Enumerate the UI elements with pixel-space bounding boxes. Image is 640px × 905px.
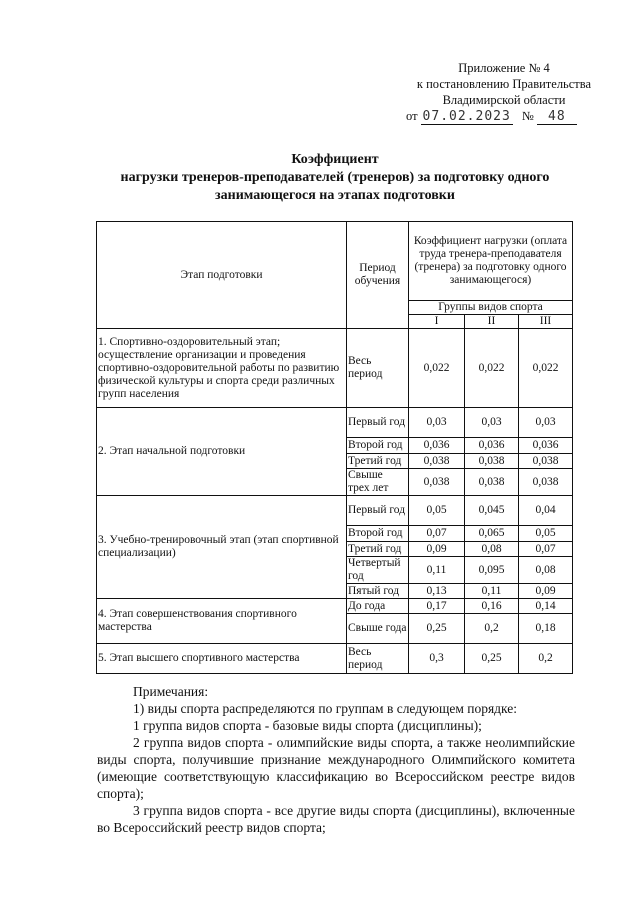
group-2-value-cell: 0,16 bbox=[465, 599, 519, 614]
date-prefix: от bbox=[406, 109, 418, 123]
header-group-3: III bbox=[519, 315, 573, 329]
header-group-2: II bbox=[465, 315, 519, 329]
number-prefix: № bbox=[521, 109, 534, 123]
group-2-value-cell: 0,095 bbox=[465, 557, 519, 584]
group-3-value-cell: 0,05 bbox=[519, 526, 573, 542]
group-1-value-cell: 0,022 bbox=[409, 329, 465, 408]
coefficient-table bbox=[96, 221, 573, 674]
group-1-value-cell: 0,03 bbox=[409, 408, 465, 438]
note-item: 1 группа видов спорта - базовые виды спорта (дисциплины); bbox=[133, 718, 482, 733]
title-line-2: нагрузки тренеров-преподавателей (тренеров) за подготовку одного bbox=[120, 170, 550, 185]
group-3-value-cell: 0,18 bbox=[519, 614, 573, 644]
table-row bbox=[97, 329, 573, 408]
note-item: 3 группа видов спорта - все другие виды спорта (дисциплины), включенные во Всероссийский реестр видов спорта; bbox=[97, 803, 575, 835]
period-cell: Свыше года bbox=[347, 614, 409, 644]
group-1-value-cell: 0,09 bbox=[409, 542, 465, 557]
period-cell: Третий год bbox=[347, 542, 409, 557]
note-item: 1) виды спорта распределяются по группам в следующем порядке: bbox=[133, 701, 518, 716]
group-3-value-cell: 0,036 bbox=[519, 438, 573, 454]
table-body bbox=[97, 222, 573, 674]
group-1-value-cell: 0,13 bbox=[409, 584, 465, 599]
period-cell: Четвертый год bbox=[347, 557, 409, 584]
table-row bbox=[97, 644, 573, 674]
group-2-value-cell: 0,022 bbox=[465, 329, 519, 408]
stage-name-cell: 5. Этап высшего спортивного мастерства bbox=[97, 644, 347, 674]
group-1-value-cell: 0,25 bbox=[409, 614, 465, 644]
appendix-title: Приложение № 4 bbox=[458, 61, 550, 75]
stage-name-cell: 2. Этап начальной подготовки bbox=[97, 408, 347, 496]
header-groups: Группы видов спорта bbox=[409, 301, 573, 315]
period-cell: Весь период bbox=[347, 329, 409, 408]
period-cell: Второй год bbox=[347, 526, 409, 542]
group-3-value-cell: 0,08 bbox=[519, 557, 573, 584]
header-group-1: I bbox=[409, 315, 465, 329]
header-stage: Этап подготовки bbox=[97, 222, 347, 329]
group-3-value-cell: 0,07 bbox=[519, 542, 573, 557]
header-row bbox=[97, 222, 573, 301]
number-value: 48 bbox=[537, 110, 577, 125]
group-1-value-cell: 0,17 bbox=[409, 599, 465, 614]
date-value: 07.02.2023 bbox=[422, 109, 511, 124]
group-1-value-cell: 0,036 bbox=[409, 438, 465, 454]
group-2-value-cell: 0,2 bbox=[465, 614, 519, 644]
document-title bbox=[95, 151, 575, 205]
appendix-region: Владимирской области bbox=[442, 93, 566, 107]
appendix-resolution: к постановлению Правительства bbox=[416, 77, 592, 91]
period-cell: Весь период bbox=[347, 644, 409, 674]
group-2-value-cell: 0,11 bbox=[465, 584, 519, 599]
group-3-value-cell: 0,04 bbox=[519, 496, 573, 526]
group-1-value-cell: 0,038 bbox=[409, 454, 465, 469]
group-1-value-cell: 0,05 bbox=[409, 496, 465, 526]
period-cell: Первый год bbox=[347, 496, 409, 526]
table-row bbox=[97, 496, 573, 526]
group-2-value-cell: 0,038 bbox=[465, 454, 519, 469]
group-2-value-cell: 0,03 bbox=[465, 408, 519, 438]
header-coefficient: Коэффициент нагрузки (оплата труда тренера-преподавателя (тренера) за подготовку одного занимающегося) bbox=[409, 222, 573, 301]
group-2-value-cell: 0,036 bbox=[465, 438, 519, 454]
group-2-value-cell: 0,25 bbox=[465, 644, 519, 674]
period-cell: Третий год bbox=[347, 454, 409, 469]
group-3-value-cell: 0,09 bbox=[519, 584, 573, 599]
group-1-value-cell: 0,038 bbox=[409, 469, 465, 496]
period-cell: Первый год bbox=[347, 408, 409, 438]
group-3-value-cell: 0,038 bbox=[519, 454, 573, 469]
table-row bbox=[97, 408, 573, 438]
group-3-value-cell: 0,038 bbox=[519, 469, 573, 496]
group-3-value-cell: 0,022 bbox=[519, 329, 573, 408]
notes-heading: Примечания: bbox=[133, 684, 209, 699]
period-cell: До года bbox=[347, 599, 409, 614]
group-2-value-cell: 0,08 bbox=[465, 542, 519, 557]
group-3-value-cell: 0,2 bbox=[519, 644, 573, 674]
group-1-value-cell: 0,07 bbox=[409, 526, 465, 542]
group-2-value-cell: 0,045 bbox=[465, 496, 519, 526]
table-row bbox=[97, 599, 573, 614]
group-2-value-cell: 0,065 bbox=[465, 526, 519, 542]
stage-name-cell: 4. Этап совершенствования спортивного мастерства bbox=[97, 599, 347, 644]
group-3-value-cell: 0,03 bbox=[519, 408, 573, 438]
period-cell: Второй год bbox=[347, 438, 409, 454]
appendix-block bbox=[404, 60, 604, 125]
title-line-1: Коэффициент bbox=[291, 152, 379, 167]
period-cell: Свыше трех лет bbox=[347, 469, 409, 496]
stage-name-cell: 3. Учебно-тренировочный этап (этап спортивной специализации) bbox=[97, 496, 347, 599]
stage-name-cell: 1. Спортивно-оздоровительный этап; осуществление организации и проведения спортивно-оздоровительной работы по развитию физической культуры и спорта среди различных групп населения bbox=[97, 329, 347, 408]
title-line-3: занимающегося на этапах подготовки bbox=[215, 188, 455, 203]
group-3-value-cell: 0,14 bbox=[519, 599, 573, 614]
group-1-value-cell: 0,3 bbox=[409, 644, 465, 674]
notes-block bbox=[97, 683, 575, 836]
group-2-value-cell: 0,038 bbox=[465, 469, 519, 496]
note-item: 2 группа видов спорта - олимпийские виды спорта, а также неолимпийские виды спорта, получившие признание международного Олимпийского комитета (имеющие соответствующую классификацию во Всероссийском реестре видов спорта); bbox=[97, 735, 575, 801]
header-period: Период обучения bbox=[347, 222, 409, 329]
appendix-date-line bbox=[404, 108, 604, 125]
period-cell: Пятый год bbox=[347, 584, 409, 599]
group-1-value-cell: 0,11 bbox=[409, 557, 465, 584]
